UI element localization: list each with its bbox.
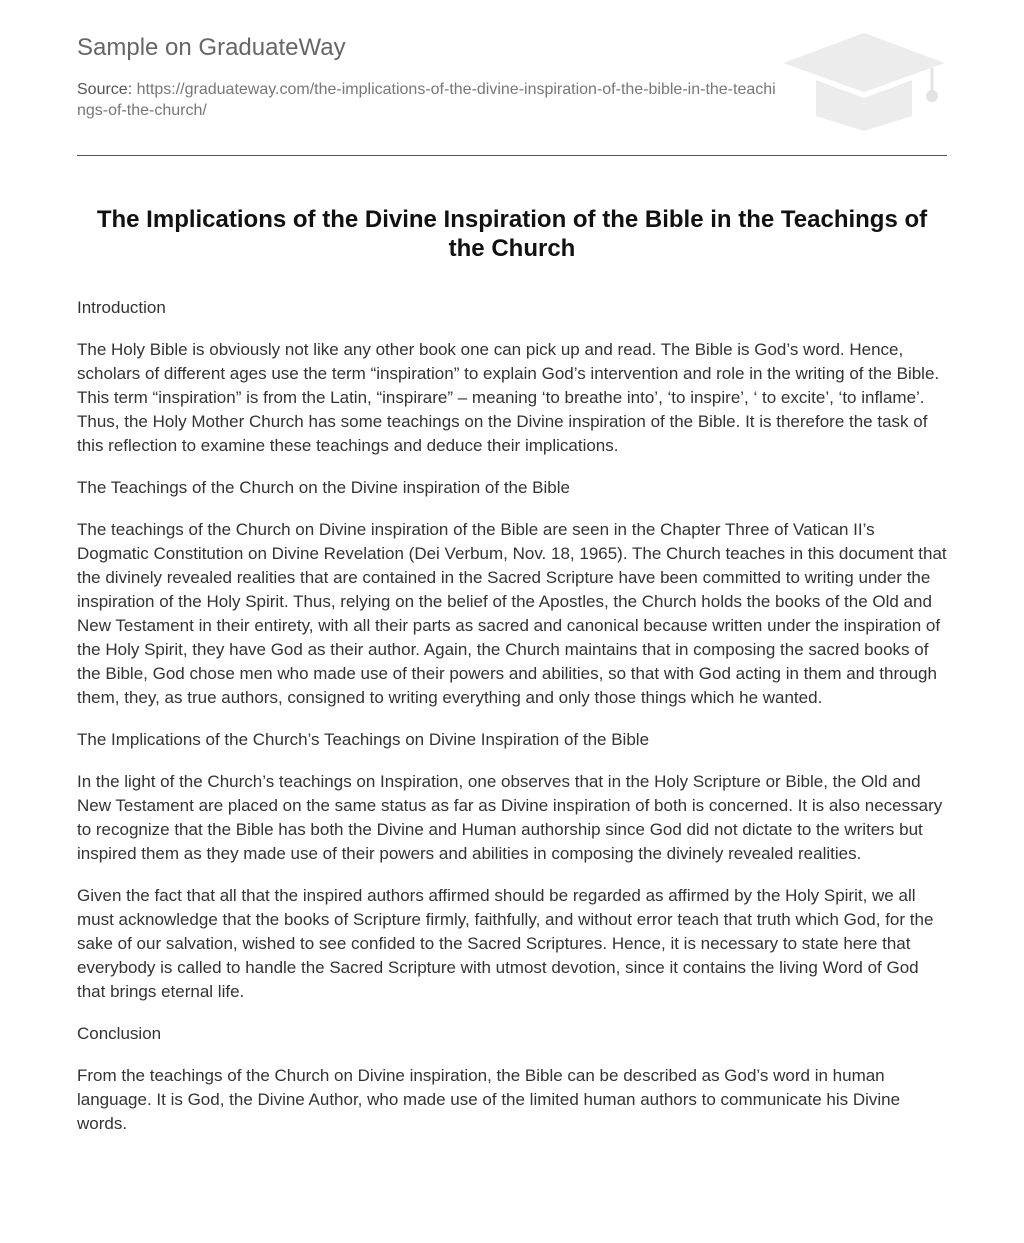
paragraph: From the teachings of the Church on Divine inspiration, the Bible can be described as God’s word in human language. It is God, the Divine Author, who made use of the limited human authors to communicate his Divine words. xyxy=(77,1066,901,1133)
header-divider xyxy=(77,155,947,156)
paragraph: The teachings of the Church on Divine inspiration of the Bible are seen in the Chapter Three of Vatican II’s Dogmatic Constitution on Divine Revelation (Dei Verbum, Nov. 18, 1965). The Church teaches in this document that the divinely revealed realities that are contained in the Sacred Scripture have been committed to writing under the inspiration of the Holy Spirit. Thus, relying on the belief of the Apostles, the Church holds the books of the Old and New Testament in their entirety, with all their parts as sacred and canonical because written under the inspiration of the Holy Spirit, they have God as their author. Again, the Church maintains that in composing the sacred books of the Bible, God chose men who made use of their powers and abilities, so that with God acting in them and through them, they, as true authors, consigned to writing everything and only those things which he wanted. xyxy=(77,520,947,707)
page-title: The Implications of the Divine Inspiration of the Bible in the Teachings of the Church xyxy=(96,206,928,262)
section-heading-conclusion: Conclusion xyxy=(77,1024,162,1043)
section-heading-implications: The Implications of the Church’s Teachings on Divine Inspiration of the Bible xyxy=(77,730,650,749)
source-label: Source: xyxy=(77,81,133,98)
page-header xyxy=(77,0,947,156)
article-body xyxy=(77,296,947,1154)
section-heading-introduction: Introduction xyxy=(77,298,166,317)
section-heading-teachings: The Teachings of the Church on the Divine inspiration of the Bible xyxy=(77,478,570,497)
paragraph: Given the fact that all that the inspired authors affirmed should be regarded as affirmed by the Holy Spirit, we all must acknowledge that the books of Scripture firmly, faithfully, and without error teach that truth which God, for the sake of our salvation, wished to see confided to the Sacred Scriptures. Hence, it is necessary to state here that everybody is called to handle the Sacred Scripture with utmost devotion, since it contains the living Word of God that brings eternal life. xyxy=(77,886,934,1001)
graduation-cap-icon xyxy=(782,30,947,134)
paragraph: In the light of the Church’s teachings on Inspiration, one observes that in the Holy Scripture or Bible, the Old and New Testament are placed on the same status as far as Divine inspiration of both is concerned. It is also necessary to recognize that the Bible has both the Divine and Human authorship since God did not dictate to the writers but inspired them as they made use of their powers and abilities in composing the divinely revealed realities. xyxy=(77,772,943,863)
paragraph: The Holy Bible is obviously not like any other book one can pick up and read. The Bible is God’s word. Hence, scholars of different ages use the term “inspiration” to explain God’s intervention and role in the writing of the Bible. This term “inspiration” is from the Latin, “inspirare” – meaning ‘to breathe into’, ‘to inspire’, ‘ to excite’, ‘to inflame’. Thus, the Holy Mother Church has some teachings on the Divine inspiration of the Bible. It is therefore the task of this reflection to examine these teachings and deduce their implications. xyxy=(77,340,940,455)
source-line xyxy=(77,79,777,121)
source-link[interactable]: https://graduateway.com/the-implications-of-the-divine-inspiration-of-the-bible-in-the-teachings-of-the-church/ xyxy=(77,81,776,119)
site-name: Sample on GraduateWay xyxy=(77,34,346,61)
